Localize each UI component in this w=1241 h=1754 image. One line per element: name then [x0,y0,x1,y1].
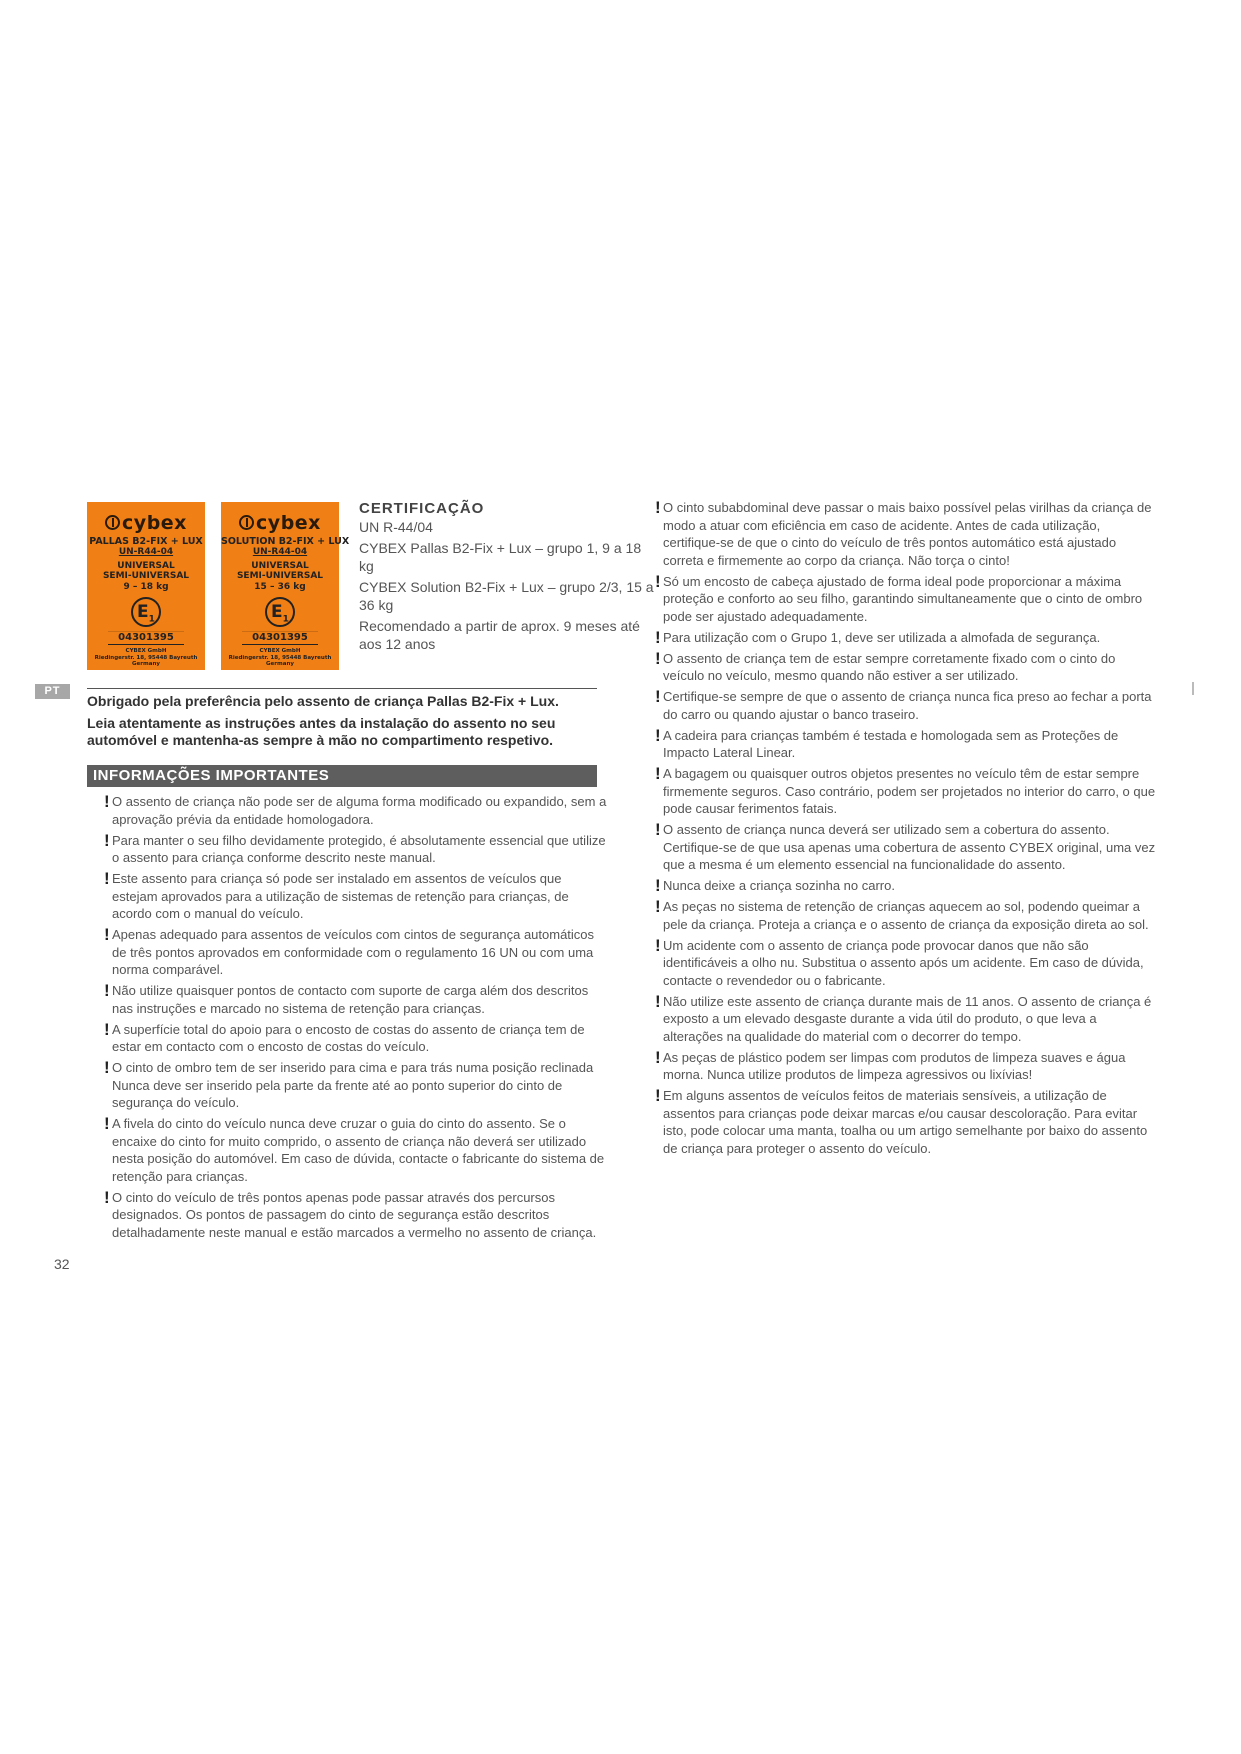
approval-label-pallas [87,502,205,670]
certification-block [359,500,659,657]
label-company: CYBEX GmbH Riedingerstr. 18, 95448 Bayreuth Germany [94,648,198,667]
warning-text: Certifique-se sempre de que o assento de criança nunca fica preso ao fechar a porta do carro ou quando ajustar o banco traseiro. [663,689,1152,722]
warning-text: O cinto de ombro tem de ser inserido para cima e para trás numa posição reclinada Nunca deve ser inserido pela parte da frente até ao ponto superior do cinto de segurança do veículo. [112,1060,594,1110]
warning-text: A bagagem ou quaisquer outros objetos presentes no veículo têm de estar sempre firmemente seguros. Caso contrário, podem ser projetados no interior do carro, o que pode causar ferimentos fatais. [663,766,1156,816]
warning-text: O cinto subabdominal deve passar o mais baixo possível pelas virilhas da criança de modo a atuar com eficiência em caso de acidente. Antes de cada utilização, certifique-se de que o cinto do veículo de três pontos automático está ajustado correta e firmemente ao corpo da criança. Não torça o cinto! [663,500,1152,568]
warning-icon: ! [655,1086,661,1105]
warning-item [104,1019,608,1056]
warning-text: Para utilização com o Grupo 1, deve ser utilizada a almofada de segurança. [663,629,1101,645]
warning-text: As peças no sistema de retenção de crianças aquecem ao sol, podendo queimar a pele da criança. Proteja a criança e o assento de criança da exposição direta ao sol. [663,899,1149,932]
intro-text [87,693,607,754]
section-title: INFORMAÇÕES IMPORTANTES [87,765,597,787]
label-class-semi-universal: SEMI-UNIVERSAL [102,571,190,581]
intro-read: Leia atentamente as instruções antes da instalação do assento no seu automóvel e mantenha-as sempre à mão no compartimento respetivo. [87,714,556,748]
warning-text: O assento de criança tem de estar sempre corretamente fixado com o cinto do veículo no veículo, mesmo quando não estiver a ser utilizado. [663,650,1116,683]
cybex-logo-icon [239,515,254,530]
warning-item [104,869,608,923]
warning-item [655,991,1159,1046]
label-product: SOLUTION B2-FIX + LUX [221,536,350,547]
warning-icon: ! [655,687,661,706]
side-marker [1192,682,1194,695]
label-company: CYBEX GmbH Riedingerstr. 18, 95448 Bayreuth Germany [228,648,332,667]
warning-text: Apenas adequado para assentos de veículos com cintos de segurança automáticos de três pontos aprovados em conformidade com o regulamento 16 UN ou com uma norma comparável. [112,927,595,977]
warnings-right-column [655,498,1159,1161]
label-approval-number: 04301395 [242,631,318,645]
warning-item [104,1058,608,1112]
warning-text: O cinto do veículo de três pontos apenas pode passar através dos percursos designados. Os pontos de passagem do cinto de segurança estão descritos detalhadamente neste manual e estão marcados a vermelho no assento de criança. [112,1189,597,1240]
warning-item [655,571,1159,626]
certification-solution: CYBEX Solution B2-Fix + Lux – grupo 2/3, 15 a 36 kg [359,579,654,613]
warning-item [655,876,1159,895]
warning-icon: ! [104,1019,110,1039]
warning-icon: ! [655,627,661,647]
warning-text: Para manter o seu filho devidamente protegido, é absolutamente essencial que utilize o assento para criança conforme descrito neste manual. [112,832,606,865]
label-approval-number: 04301395 [108,631,184,645]
certification-standard: UN R-44/04 [359,518,433,535]
warning-item [104,1187,608,1242]
warning-icon: ! [655,725,661,745]
warning-icon: ! [104,981,110,1000]
warning-text: Não utilize quaisquer pontos de contacto com suporte de carga além dos descritos nas instruções e marcado no sistema de retenção para crianças. [112,983,589,1016]
warning-text: Só um encosto de cabeça ajustado de forma ideal pode proporcionar a máxima proteção e conforto ao seu filho, garantindo simultaneamente que o cinto de ombro pode ser ajustado adequadamente. [663,573,1143,624]
warning-icon: ! [655,897,661,916]
warnings-left-column [104,792,608,1245]
page-number: 32 [54,1256,70,1272]
e-mark-icon: $E_1$ [131,597,161,627]
warning-item [655,1086,1159,1157]
warning-icon: ! [655,935,661,955]
warning-icon: ! [655,820,661,839]
label-weight: 9 – 18 kg [123,581,169,592]
cybex-logo-icon [105,515,120,530]
cybex-logo: cybex [87,512,205,536]
warning-text: Em alguns assentos de veículos feitos de materiais sensíveis, a utilização de assentos para crianças pode deixar marcas e/ou causar descoloração. Para evitar isto, pode colocar uma manta, toalha ou um artigo semelhante por baixo do assento de criança para proteger o assento do veículo. [663,1088,1148,1156]
warning-text: As peças de plástico podem ser limpas com produtos de limpeza suaves e água morna. Nunca utilize produtos de limpeza agressivos ou lixívias! [663,1049,1126,1082]
warning-item [655,498,1159,569]
warning-text: Nunca deixe a criança sozinha no carro. [663,878,895,893]
certification-title: CERTIFICAÇÃO [359,500,485,517]
certification-pallas: CYBEX Pallas B2-Fix + Lux – grupo 1, 9 a 18 kg [359,540,642,574]
language-tab: PT [35,684,70,699]
label-class-semi-universal: SEMI-UNIVERSAL [236,571,324,581]
warning-text: O assento de criança não pode ser de alguma forma modificado ou expandido, sem a aprovação prévia da entidade homologadora. [112,794,607,827]
e-mark-icon: $E_1$ [265,597,295,627]
warning-item [104,981,608,1017]
warning-item [655,648,1159,685]
label-weight: 15 – 36 kg [254,581,306,592]
label-class-universal: UNIVERSAL [117,560,175,571]
label-regulation: UN-R44-04 [252,547,308,557]
warning-icon: ! [655,571,661,591]
warning-icon: ! [655,876,661,895]
warning-item [655,897,1159,933]
warning-item [655,764,1159,818]
warning-icon: ! [655,991,661,1011]
intro-thanks: Obrigado pela preferência pelo assento de criança Pallas B2-Fix + Lux. [87,693,559,709]
approval-label-solution [221,502,350,670]
divider [87,688,597,689]
warning-icon: ! [104,1058,110,1077]
warning-text: Não utilize este assento de criança durante mais de 11 anos. O assento de criança é exposto a um elevado desgaste durante a vida útil do produto, o que leva a alterações na qualidade do material com o decorrer do tempo. [663,993,1152,1044]
warning-icon: ! [104,925,110,944]
warning-item [655,687,1159,723]
warning-item [655,820,1159,874]
warning-item [104,925,608,979]
warning-item [655,935,1159,990]
certification-age: Recomendado a partir de aprox. 9 meses até aos 12 anos [359,618,640,652]
warning-text: O assento de criança nunca deverá ser utilizado sem a cobertura do assento. Certifique-se de que usa apenas uma cobertura de assento CYBEX original, uma vez que a mesma é um elemento essencial na funcionalidade do assento. [663,822,1156,872]
warning-text: A superfície total do apoio para o encosto de costas do assento de criança tem de estar em contacto com o encosto de costas do veículo. [112,1021,585,1054]
warning-icon: ! [655,1047,661,1067]
warning-icon: ! [655,498,661,517]
warning-item [655,1047,1159,1084]
warning-icon: ! [104,1187,110,1207]
warning-item [655,627,1159,647]
warning-text: Este assento para criança só pode ser instalado em assentos de veículos que estejam aprovados para a utilização de sistemas de retenção para crianças, de acordo com o manual do veículo. [112,871,569,921]
warning-icon: ! [104,869,110,888]
warning-text: A cadeira para crianças também é testada e homologada sem as Proteções de Impacto Lateral Linear. [663,727,1119,760]
warning-text: A fivela do cinto do veículo nunca deve cruzar o guia do cinto do assento. Se o encaixe do cinto for muito comprido, o assento de criança não deverá ser utilizado nesta posição do automóvel. Em caso de dúvida, contacte o fabricante do sistema de retenção para crianças. [112,1116,605,1184]
label-class-universal: UNIVERSAL [251,560,309,571]
warning-text: Um acidente com o assento de criança pode provocar danos que não são identificáveis a olho nu. Substitua o assento após um acidente. Em caso de dúvida, contacte o revendedor ou o fabricante. [663,937,1144,988]
warning-icon: ! [655,764,661,783]
warning-item [655,725,1159,762]
label-regulation: UN-R44-04 [118,547,174,557]
cybex-logo: cybex [221,512,339,536]
warning-icon: ! [104,792,110,811]
warning-item [104,1114,608,1185]
warning-icon: ! [655,648,661,668]
warning-icon: ! [104,830,110,850]
warning-item [104,792,608,828]
warning-item [104,830,608,867]
label-product: PALLAS B2-FIX + LUX [89,536,203,547]
warning-icon: ! [104,1114,110,1133]
